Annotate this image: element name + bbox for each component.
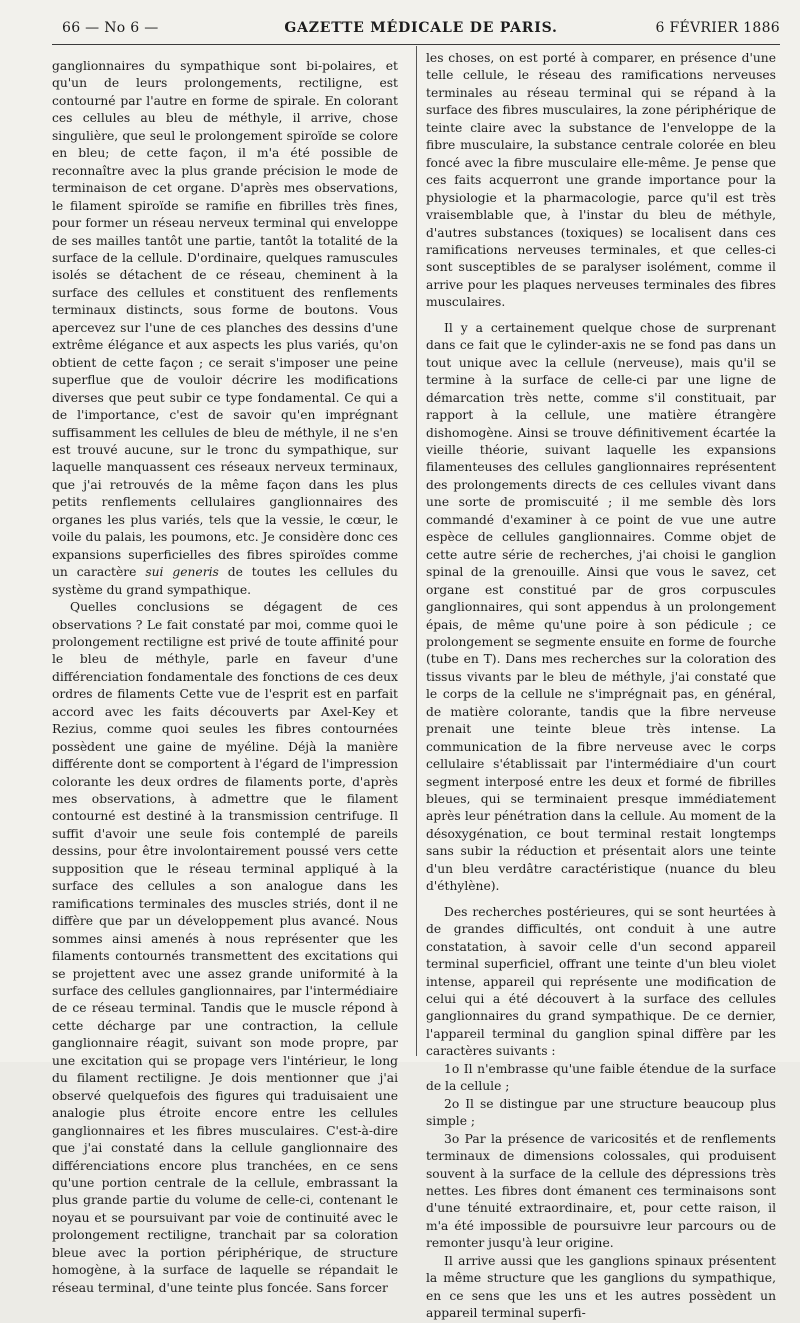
column-divider [416,46,417,1056]
page-number: 66 — No 6 — [62,20,159,36]
left-paragraph-1-text: ganglionnaires du sympathique sont bi-polaires, et qu'un de leurs prolongements, rectiligne, est contourné par l'autre en forme de spirale. En colorant ces cellules au bleu de méthyle, il arrive, chose singulière, que seul le prolongement spiroïde se colore en bleu; de cette façon, il m'a été possible de reconnaître avec la plus grande précision le mode de terminaison de cet organe. D'après mes observations, le filament spiroïde se ramifie en fibrilles très fines, pour former un réseau nerveux terminal qui enveloppe de ses mailles tantôt une partie, tantôt la totalité de la surface de la cellule. D'ordinaire, quelques ramuscules isolés se détachent de ce réseau, cheminent à la surface des cellules et constituent des renflements terminaux distincts, sous forme de boutons. Vous apercevez sur l'une de ces planches des dessins d'une extrême élégance et aux aspects les plus variés, qu'on obtient de cette façon ; ce serait s'imposer une peine superflue que de vouloir décrire les modifications diverses que peut subir ce type fondamental. Ce qui a de l'importance, c'est de savoir qu'en imprégnant suffisamment les cellules de bleu de méthyle, il ne s'en est trouvé aucune, sur le tronc du sympathique, sur laquelle manquassent ces réseaux nerveux terminaux, que j'ai retrouvés de la même façon dans les plus petits renflements cellulaires ganglionnaires des organes les plus variés, tels que la vessie, le cœur, le voile du palais, les poumons, etc. Je considère donc ces expansions superficielles des fibres spiroïdes comme un caractère [52,59,398,580]
journal-title: GAZETTE MÉDICALE DE PARIS. [284,20,558,36]
latin-term: sui generis [145,565,219,580]
page-header [62,20,780,44]
left-column [52,58,398,1295]
right-paragraph-6: 3o Par la présence de varicosités et de renflements terminaux de dimensions colossales, qui produisent souvent à la surface de la cellule des dépressions très nettes. Les fibres dont émanent ces terminaisons sont d'une ténuité extraordinaire, et, pour cette raison, il m'a été impossible de poursuivre leur parcours ou de remonter jusqu'à leur origine. [426,1131,776,1251]
header-rule [52,44,780,45]
right-paragraph-5: 2o Il se distingue par une structure beaucoup plus simple ; [426,1096,776,1129]
right-paragraph-2: Il y a certainement quelque chose de surprenant dans ce fait que le cylinder-axis ne se fond pas dans un tout unique avec la cellule (nerveuse), mais qu'il se termine à la surface de celle-ci par une ligne de démarcation très nette, comme s'il constituait, par rapport à la cellule, une matière étrangère dishomogène. Ainsi se trouve définitivement écartée la vieille théorie, suivant laquelle les expansions filamenteuses des cellules ganglionnaires représentent des prolongements directs de ces cellules vivant dans une sorte de promiscuité ; il me semble dès lors commandé d'examiner à ce point de vue une autre espèce de cellules ganglionnaires. Comme objet de cette autre série de recherches, j'ai choisi le ganglion spinal de la grenouille. Ainsi que vous le savez, cet organe est constitué par de gros corpuscules ganglionnaires, qui sont appendus à un prolongement épais, de même qu'une poire à son pédicule ; ce prolongement se segmente ensuite en forme de fourche (tube en T). Dans mes recherches sur la coloration des tissus vivants par le bleu de méthyle, j'ai constaté que le corps de la cellule ne s'imprégnait pas, en général, de matière colorante, tandis que la fibre nerveuse prenait une teinte bleue très intense. La communication de la fibre nerveuse avec le corps cellulaire s'établissait par l'intermédiaire d'un court segment interposé entre les deux et formé de fibrilles bleues, qui se terminaient presque immédiatement après leur pénétration dans la cellule. Au moment de la désoxygénation, ce bout terminal restait longtemps sans subir la réduction et présentait alors une teinte d'un bleu verdâtre caractéristique (nuance du bleu d'éthylène). [426,320,776,894]
right-column [426,50,776,1321]
left-paragraph-2: Quelles conclusions se dégagent de ces observations ? Le fait constaté par moi, comme quoi le prolongement rectiligne est privé de toute affinité pour le bleu de méthyle, parle en faveur d'une différenciation fondamentale des fonctions de ces deux ordres de filaments Cette vue de l'esprit est en parfait accord avec les faits découverts par Axel-Key et Rezius, comme quoi seules les fibres contournées possèdent une gaine de myéline. Déjà la manière différente dont se comportent à l'égard de l'impression colorante les deux ordres de filaments porte, d'après mes observations, à admettre que le filament contourné est destiné à la transmission centrifuge. Il suffit d'avoir une seule fois contemplé de pareils dessins, pour être involontairement poussé vers cette supposition que le réseau terminal appliqué à la surface des cellules a son analogue dans les ramifications terminales des muscles striés, dont il ne diffère que par un développement plus avancé. Nous sommes ainsi amenés à nous représenter que les filaments contournés transmettent des excitations qui se projettent avec une assez grande uniformité à la surface des cellules ganglionnaires, par l'intermédiaire de ce réseau terminal. Tandis que le muscle répond à cette décharge par une contraction, la cellule ganglionnaire réagit, suivant son mode propre, par une excitation qui se propage vers l'intérieur, le long du filament rectiligne. Je dois mentionner que j'ai observé quelquefois des figures qui traduisaient une analogie plus étroite encore entre les cellules ganglionnaires et les fibres musculaires. C'est-à-dire que j'ai constaté dans la cellule ganglionnaire des différenciations encore plus tranchées, en ce sens qu'une portion centrale de la cellule, embrassant la plus grande partie du volume de celle-ci, contenant le noyau et se poursuivant par voie de continuité avec le prolongement rectiligne, tranchait par sa coloration bleue avec la portion périphérique, de structure homogène, à la surface de laquelle se répandait le réseau terminal, d'une teinte plus foncée. Sans forcer [52,600,398,1295]
right-paragraph-3: Des recherches postérieures, qui se sont heurtées à de grandes difficultés, ont conduit à une autre constatation, à savoir celle d'un second appareil terminal superficiel, offrant une teinte d'un bleu violet intense, appareil qui représente une modification de celui qui a été découvert à la surface des cellules ganglionnaires du grand sympathique. De ce dernier, l'appareil terminal du ganglion spinal diffère par les caractères suivants : [426,904,776,1059]
right-paragraph-7: Il arrive aussi que les ganglions spinaux présentent la même structure que les ganglions du sympathique, en ce sens que les uns et les autres possèdent un appareil terminal superfi- [426,1253,776,1321]
issue-date: 6 FÉVRIER 1886 [655,20,780,36]
right-paragraph-1: les choses, on est porté à comparer, en présence d'une telle cellule, le réseau des ramifications nerveuses terminales au réseau terminal qui se répand à la surface des fibres musculaires, la zone périphérique de teinte claire avec la substance de l'enveloppe de la fibre musculaire, la substance centrale colorée en bleu foncé avec la fibre musculaire elle-même. Je pense que ces faits acquerront une grande importance pour la physiologie et la pharmacologie, parce qu'il est très vraisemblable que, à l'instar du bleu de méthyle, d'autres substances (toxiques) se localisent dans ces ramifications nerveuses terminales, et que celles-ci sont susceptibles de se paralyser isolément, comme il arrive pour les plaques nerveuses terminales des fibres musculaires. [426,51,776,310]
left-paragraph-1 [52,58,398,599]
left-paragraph-1-end: de toutes les cellules du système du grand sympathique. [52,565,398,597]
right-paragraph-4: 1o Il n'embrasse qu'une faible étendue de la surface de la cellule ; [426,1061,776,1094]
